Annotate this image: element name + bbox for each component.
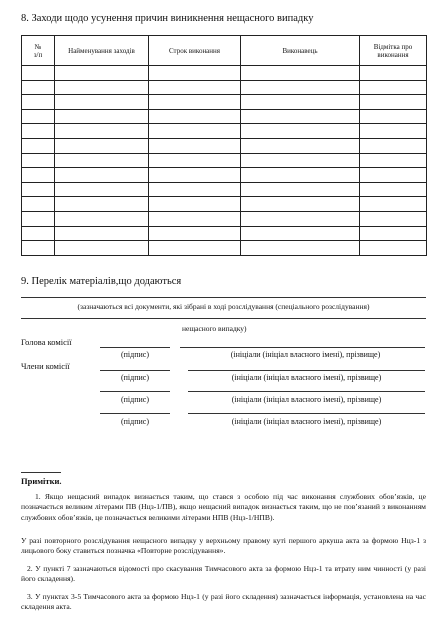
table-row xyxy=(22,226,427,241)
table-cell[interactable] xyxy=(149,66,241,81)
notes-heading: Примітки. xyxy=(21,476,62,486)
member-3-name-line xyxy=(188,413,425,414)
note-paragraph-2: У разі повторного розслідування нещасного випадку у верхньому правому куті першого аркуша акта за формою Нцз-1 з лицьового боку ставиться позначка «Повторне розслідування». xyxy=(21,536,426,556)
table-cell[interactable] xyxy=(149,226,241,241)
member-1-name-caption: (ініціали (ініціал власного імені), прізвище) xyxy=(231,373,382,382)
table-row xyxy=(22,109,427,124)
table-cell[interactable] xyxy=(55,182,149,197)
notes-separator xyxy=(21,472,61,473)
table-cell[interactable] xyxy=(22,124,55,139)
member-1-signature-line xyxy=(100,370,170,371)
table-cell[interactable] xyxy=(22,182,55,197)
table-row xyxy=(22,241,427,256)
table-cell[interactable] xyxy=(149,168,241,183)
materials-hint: (зазначаються всі документи, які зібрані в ході розслідування (спеціального розслідування) xyxy=(77,302,370,311)
measures-table xyxy=(21,35,427,256)
table-cell[interactable] xyxy=(241,182,360,197)
member-3-name-caption: (ініціали (ініціал власного імені), прізвище) xyxy=(231,417,382,426)
table-cell[interactable] xyxy=(241,153,360,168)
table-cell[interactable] xyxy=(149,182,241,197)
table-cell[interactable] xyxy=(22,138,55,153)
table-cell[interactable] xyxy=(360,153,427,168)
table-cell[interactable] xyxy=(22,211,55,226)
member-2-signature-line xyxy=(100,391,170,392)
table-cell[interactable] xyxy=(360,124,427,139)
table-cell[interactable] xyxy=(241,138,360,153)
members-label: Члени комісії xyxy=(21,361,70,371)
member-3-signature-line xyxy=(100,413,170,414)
table-cell[interactable] xyxy=(241,66,360,81)
column-header-completion: Відмітка про виконання xyxy=(360,36,427,66)
table-cell[interactable] xyxy=(360,226,427,241)
table-cell[interactable] xyxy=(360,182,427,197)
table-cell[interactable] xyxy=(241,241,360,256)
table-cell[interactable] xyxy=(241,211,360,226)
column-header-measures: Найменування заходів xyxy=(55,36,149,66)
table-cell[interactable] xyxy=(241,124,360,139)
table-header-row xyxy=(22,36,427,66)
table-cell[interactable] xyxy=(360,80,427,95)
chair-signature-line xyxy=(100,347,170,348)
table-cell[interactable] xyxy=(22,66,55,81)
materials-hint-cont: нещасного випадку) xyxy=(182,324,247,333)
table-cell[interactable] xyxy=(241,80,360,95)
table-cell[interactable] xyxy=(22,95,55,110)
table-row xyxy=(22,66,427,81)
column-header-deadline: Строк виконання xyxy=(149,36,241,66)
table-cell[interactable] xyxy=(360,95,427,110)
table-cell[interactable] xyxy=(149,109,241,124)
column-header-executor: Виконавець xyxy=(241,36,360,66)
table-row xyxy=(22,197,427,212)
table-cell[interactable] xyxy=(55,124,149,139)
table-cell[interactable] xyxy=(149,95,241,110)
table-row xyxy=(22,124,427,139)
table-cell[interactable] xyxy=(55,80,149,95)
chair-name-caption: (ініціали (ініціал власного імені), прізвище) xyxy=(230,350,381,359)
table-cell[interactable] xyxy=(241,226,360,241)
table-cell[interactable] xyxy=(241,197,360,212)
table-cell[interactable] xyxy=(360,109,427,124)
table-row xyxy=(22,80,427,95)
table-cell[interactable] xyxy=(149,197,241,212)
table-cell[interactable] xyxy=(55,168,149,183)
table-row xyxy=(22,138,427,153)
table-cell[interactable] xyxy=(149,211,241,226)
chair-label: Голова комісії xyxy=(21,337,72,347)
table-cell[interactable] xyxy=(149,124,241,139)
table-row xyxy=(22,211,427,226)
materials-line xyxy=(21,297,426,298)
table-cell[interactable] xyxy=(241,168,360,183)
materials-line-2 xyxy=(21,318,426,319)
table-cell[interactable] xyxy=(55,66,149,81)
note-paragraph-1: 1. Якщо нещасний випадок визнається таким, що стався з особою під час виконання службових обов’язків, це позначається великим літерами ПВ (Нцз-1/ПВ), якщо нещасний випадок визнається таким, що не пов’язаний з виконанням службових обов’язків, це позначається великими літерами НПВ (Нцз-1/НПВ). xyxy=(21,492,426,522)
table-cell[interactable] xyxy=(360,66,427,81)
table-row xyxy=(22,153,427,168)
note-paragraph-3: 2. У пункті 7 зазначаються відомості про скасування Тимчасового акта за формою Нцз-1 та втрату ним чинності (у разі його складення). xyxy=(21,564,426,584)
table-cell[interactable] xyxy=(360,197,427,212)
table-cell[interactable] xyxy=(149,241,241,256)
table-cell[interactable] xyxy=(55,241,149,256)
table-cell[interactable] xyxy=(22,153,55,168)
table-cell[interactable] xyxy=(55,211,149,226)
table-cell[interactable] xyxy=(360,211,427,226)
table-cell[interactable] xyxy=(241,95,360,110)
table-cell[interactable] xyxy=(149,80,241,95)
table-cell[interactable] xyxy=(149,153,241,168)
table-cell[interactable] xyxy=(55,109,149,124)
table-cell[interactable] xyxy=(360,241,427,256)
table-cell[interactable] xyxy=(241,109,360,124)
table-cell[interactable] xyxy=(55,197,149,212)
table-cell[interactable] xyxy=(55,95,149,110)
table-row xyxy=(22,95,427,110)
table-cell[interactable] xyxy=(149,138,241,153)
table-cell[interactable] xyxy=(55,138,149,153)
member-2-name-caption: (ініціали (ініціал власного імені), прізвище) xyxy=(231,395,382,404)
table-cell[interactable] xyxy=(360,168,427,183)
member-2-name-line xyxy=(188,391,425,392)
table-row xyxy=(22,168,427,183)
table-cell[interactable] xyxy=(22,197,55,212)
section-9-title: 9. Перелік матеріалів,що додаються xyxy=(21,276,182,287)
table-body xyxy=(22,66,427,256)
column-header-number: № з/п xyxy=(22,36,55,66)
table-cell[interactable] xyxy=(22,109,55,124)
note-paragraph-4: 3. У пунктах 3-5 Тимчасового акта за формою Нцз-1 (у разі його складення) зазначається інформація, установлена на час складення акта. xyxy=(21,592,426,612)
chair-name-line xyxy=(180,347,425,348)
member-1-name-line xyxy=(188,370,425,371)
member-2-signature-caption: (підпис) xyxy=(120,395,149,404)
table-cell[interactable] xyxy=(360,138,427,153)
table-cell[interactable] xyxy=(22,168,55,183)
chair-signature-caption: (підпис) xyxy=(120,350,149,359)
table-row xyxy=(22,182,427,197)
member-1-signature-caption: (підпис) xyxy=(120,373,149,382)
section-8-title: 8. Заходи щодо усунення причин виникнення нещасного випадку xyxy=(21,13,314,24)
table-cell[interactable] xyxy=(55,153,149,168)
table-cell[interactable] xyxy=(55,226,149,241)
table-cell[interactable] xyxy=(22,226,55,241)
table-cell[interactable] xyxy=(22,241,55,256)
table-cell[interactable] xyxy=(22,80,55,95)
member-3-signature-caption: (підпис) xyxy=(120,417,149,426)
